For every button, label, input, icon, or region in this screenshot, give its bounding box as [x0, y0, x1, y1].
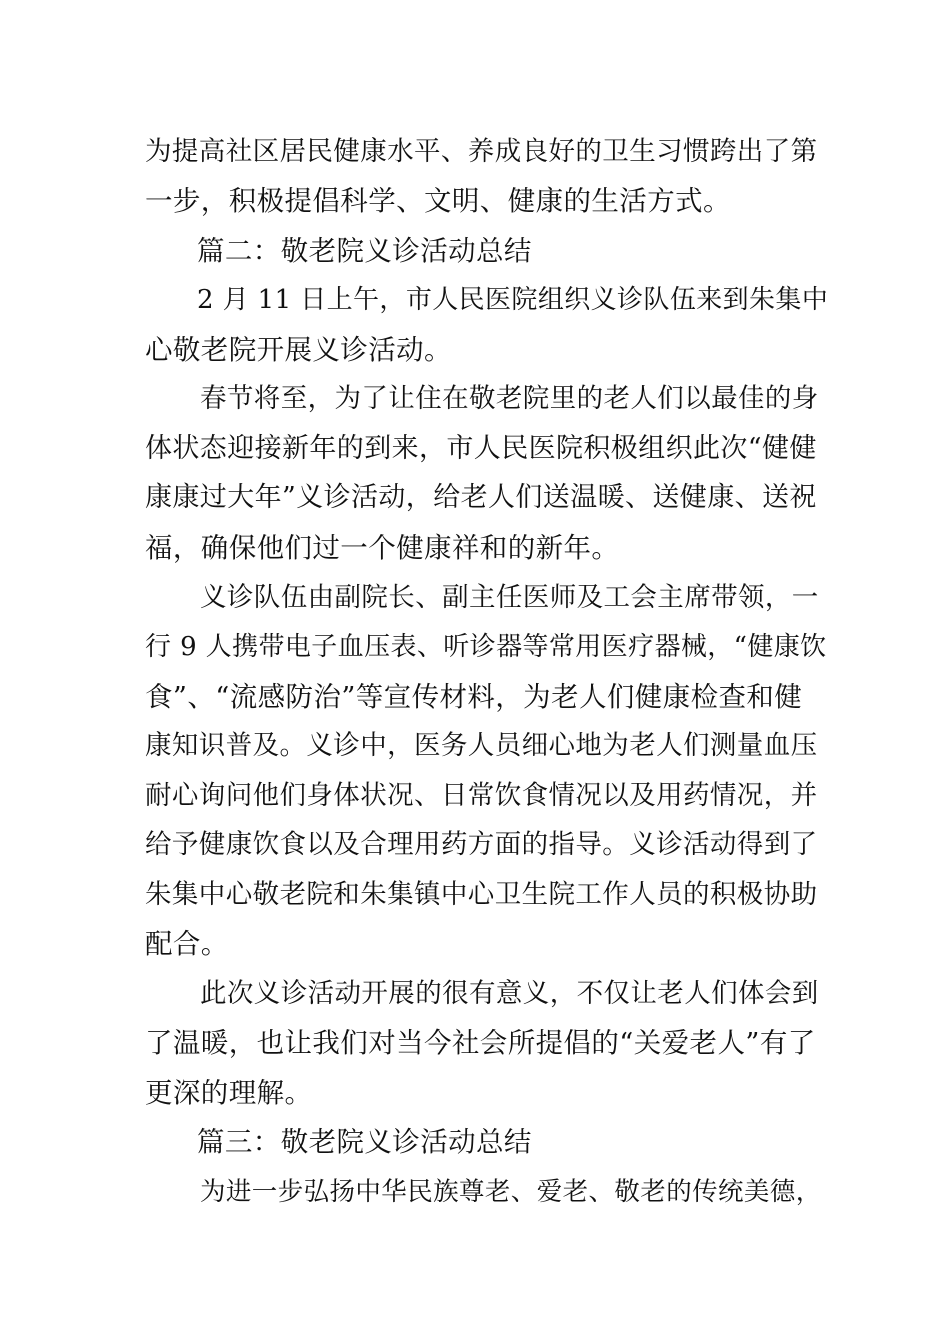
text-line: 春节将至，为了让住在敬老院里的老人们以最佳的身	[200, 383, 819, 414]
text-line: 义诊队伍由副院长、副主任医师及工会主席带领，一	[200, 582, 819, 613]
text-line: 了温暖，也让我们对当今社会所提倡的“关爱老人”有了	[145, 1027, 816, 1059]
text-line: 此次义诊活动开展的很有意义，不仅让老人们体会到	[200, 978, 819, 1009]
text-line: 给予健康饮食以及合理用药方面的指导。义诊活动得到了	[145, 829, 818, 860]
text-line: 为进一步弘扬中华民族尊老、爱老、敬老的传统美德，	[200, 1177, 822, 1207]
text-line: 食”、“流感防治”等宣传材料，为老人们健康检查和健	[145, 681, 803, 713]
text-line: 一步，积极提倡科学、文明、健康的生活方式。	[145, 185, 731, 217]
text-line: 体状态迎接新年的到来，市人民医院积极组织此次“健健	[145, 433, 817, 464]
text-line: 耐心询问他们身体状况、日常饮食情况以及用药情况，并	[145, 780, 818, 811]
text-line: 更深的理解。	[145, 1077, 313, 1109]
section-heading: 篇三：敬老院义诊活动总结	[197, 1126, 532, 1158]
section-heading: 篇二：敬老院义诊活动总结	[197, 235, 532, 267]
text-line: 朱集中心敬老院和朱集镇中心卫生院工作人员的积极协助	[145, 879, 818, 910]
text-line: 福，确保他们过一个健康祥和的新年。	[145, 532, 620, 564]
text-line: 配合。	[145, 928, 229, 960]
text-line: 康知识普及。义诊中，医务人员细心地为老人们测量血压	[145, 730, 818, 761]
text-line: 为提高社区居民健康水平、养成良好的卫生习惯跨出了第	[145, 136, 818, 167]
text-line: 心敬老院开展义诊活动。	[145, 334, 452, 366]
text-line: 行 9 人携带电子血压表、听诊器等常用医疗器械，“健康饮	[145, 632, 827, 662]
text-line: 康康过大年”义诊活动，给老人们送温暖、送健康、送祝	[145, 482, 817, 513]
text-line: 2 月 11 日上午，市人民医院组织义诊队伍来到朱集中	[197, 285, 829, 315]
